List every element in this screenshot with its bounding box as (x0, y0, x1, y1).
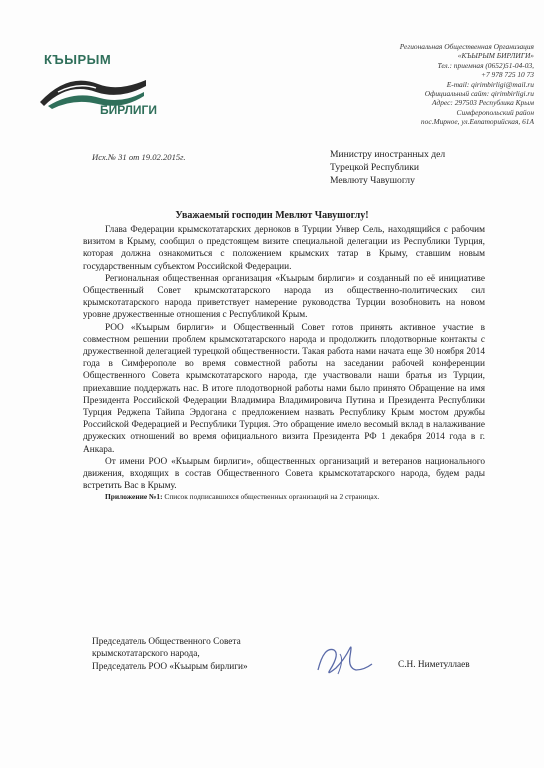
org-line: Региональная Общественная Организация (399, 42, 534, 51)
logo-bottom-text: БИРЛИГИ (100, 103, 157, 117)
body-paragraph: Региональная общественная организация «Къырым бирлиги» и созданный по её инициативе Общественный Совет крымскотатарского народа из общественно-политических сил крымскотатарского народа приветствует намерение руководства Турции возобновить на новом уровне дружественные отношения с Республикой Крым. (83, 273, 485, 321)
body-paragraph: РОО «Къырым бирлиги» и Общественный Совет готов принять активное участие в совместном решении проблем крымскотатарского народа и продолжить плодотворные контакты с дружественной делегацией турецкой общественности. Такая работа нами начата еще 30 ноября 2014 года в Симферополе во время совместной работы на заседании рабочей конференции Общественного Совета крымскотатарского народа, где участвовали наши братья из Турции, приехавшие поддержать нас. В итоге плодотворной работы нами было принято Обращение на имя Президента Российской Федерации Владимира Владимировича Путина и Президента Республики Турция Реджепа Тайипа Эрдогана с предложением назвать Республику Крым мостом дружбы Российской Федерацией и Республики Турция. Это обращение имело весомый вклад в налаживание дружеских отношений во время официального визита Президента РФ 1 декабря 2014 года в г. Анкара. (83, 322, 485, 455)
org-line: Симферопольский район (456, 107, 534, 117)
org-line: пос.Мирное, ул.Евпаторийская, 61А (420, 117, 534, 127)
appendix-label: Приложение №1: (105, 492, 163, 502)
appendix-text: Список подписавшихся общественных организаций на 2 страницах. (164, 492, 380, 502)
addressee-line: Мевлюту Чавушоглу (330, 175, 415, 186)
addressee-line: Турецкой Республики (330, 162, 419, 173)
org-line: Адрес: 297503 Республика Крым (431, 98, 534, 108)
organization-logo (38, 52, 157, 120)
org-line: «КЪЫРЫМ БИРЛИГИ» (457, 51, 534, 61)
body-paragraph: Глава Федерации крымскотатарских дерноков в Турции Унвер Сель, находящийся с рабочим визитом в Крыму, сообщил о предстоящем визите специальной делегации из Республики Турция, которая должна ознакомиться с положением крымских татар в Крыму, ставшим новым государственным субъектом Российской Федерации. (83, 225, 485, 272)
signatory-name: С.Н. Ниметуллаев (398, 660, 470, 670)
organization-contacts (314, 42, 534, 127)
signatory-title-line: Председатель Общественного Совета (92, 637, 241, 647)
addressee-block (330, 148, 445, 187)
handwritten-signature-icon (310, 640, 390, 680)
addressee-line: Министру иностранных дел (330, 149, 446, 160)
outgoing-number: Исх.№ 31 от 19.02.2015г. (92, 152, 186, 162)
org-line: +7 978 725 10 73 (480, 70, 534, 80)
body-paragraph: От имени РОО «Къырым бирлиги», общественных организаций и ветеранов национального движения, входящих в состав Общественного Совета крымскотатарского народа, будем рады встретить Вас в Крыму. (83, 456, 485, 492)
appendix-note (83, 492, 485, 502)
letter-body (83, 224, 485, 502)
signature-block (92, 636, 248, 673)
salutation: Уважаемый господин Мевлют Чавушоглу! (175, 210, 369, 221)
signatory-title-line: Председатель РОО «Къырым бирлиги» (92, 661, 248, 672)
logo-top-text: КЪЫРЫМ (44, 52, 112, 67)
org-line: Тел.: приемная (0652)51-04-03, (437, 60, 534, 70)
org-line: Официальный сайт: qirimbirligi.ru (424, 89, 534, 99)
signatory-title-line: крымскотатарского народа, (92, 649, 200, 660)
org-line: E-mail: qirimbirligi@mail.ru (446, 79, 534, 89)
